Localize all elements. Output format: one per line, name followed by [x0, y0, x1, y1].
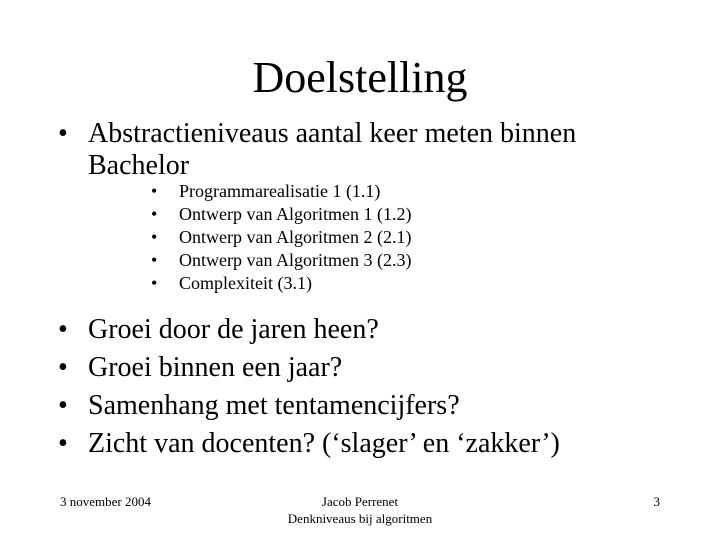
footer-center	[240, 493, 480, 527]
sub-bullet-text: Programmarealisatie 1 (1.1)	[179, 181, 381, 201]
page-number: 3	[653, 494, 660, 509]
question-text: Groei door de jaren heen?	[88, 314, 379, 345]
sub-bullet	[151, 203, 571, 226]
sub-bullet-text: Ontwerp van Algoritmen 2 (2.1)	[179, 227, 412, 247]
footer-subtitle: Denkniveaus bij algoritmen	[287, 511, 433, 526]
sub-bullet	[151, 272, 571, 295]
question-text: Zicht van docenten? (‘slager’ en ‘zakker’)	[88, 428, 560, 459]
sub-bullet-text: Ontwerp van Algoritmen 3 (2.3)	[179, 250, 412, 270]
bullet-icon: •	[151, 273, 158, 293]
question-bullet	[58, 314, 658, 346]
question-bullet	[58, 428, 658, 460]
bullet-icon: •	[58, 314, 68, 345]
bullet-icon: •	[151, 204, 158, 224]
sub-bullet	[151, 180, 571, 203]
question-bullet	[58, 352, 658, 384]
main-bullet	[58, 118, 658, 182]
footer-date: 3 november 2004	[60, 494, 151, 509]
sub-bullet-text: Complexiteit (3.1)	[179, 273, 312, 293]
question-bullet	[58, 390, 658, 422]
footer-author: Jacob Perrenet	[321, 494, 399, 509]
bullet-icon: •	[58, 118, 68, 149]
bullet-icon: •	[151, 227, 158, 247]
main-bullet-text: Abstractieniveaus aantal keer meten binnen Bachelor	[88, 118, 577, 181]
sub-bullet	[151, 226, 571, 249]
bullet-icon: •	[151, 250, 158, 270]
bullet-icon: •	[58, 352, 68, 383]
bullet-icon: •	[58, 428, 68, 459]
slide-title: Doelstelling	[252, 53, 468, 102]
sub-bullet	[151, 249, 571, 272]
question-text: Groei binnen een jaar?	[88, 352, 343, 383]
bullet-icon: •	[58, 390, 68, 421]
sub-bullet-text: Ontwerp van Algoritmen 1 (1.2)	[179, 204, 412, 224]
bullet-icon: •	[151, 181, 158, 201]
question-text: Samenhang met tentamencijfers?	[88, 390, 460, 421]
